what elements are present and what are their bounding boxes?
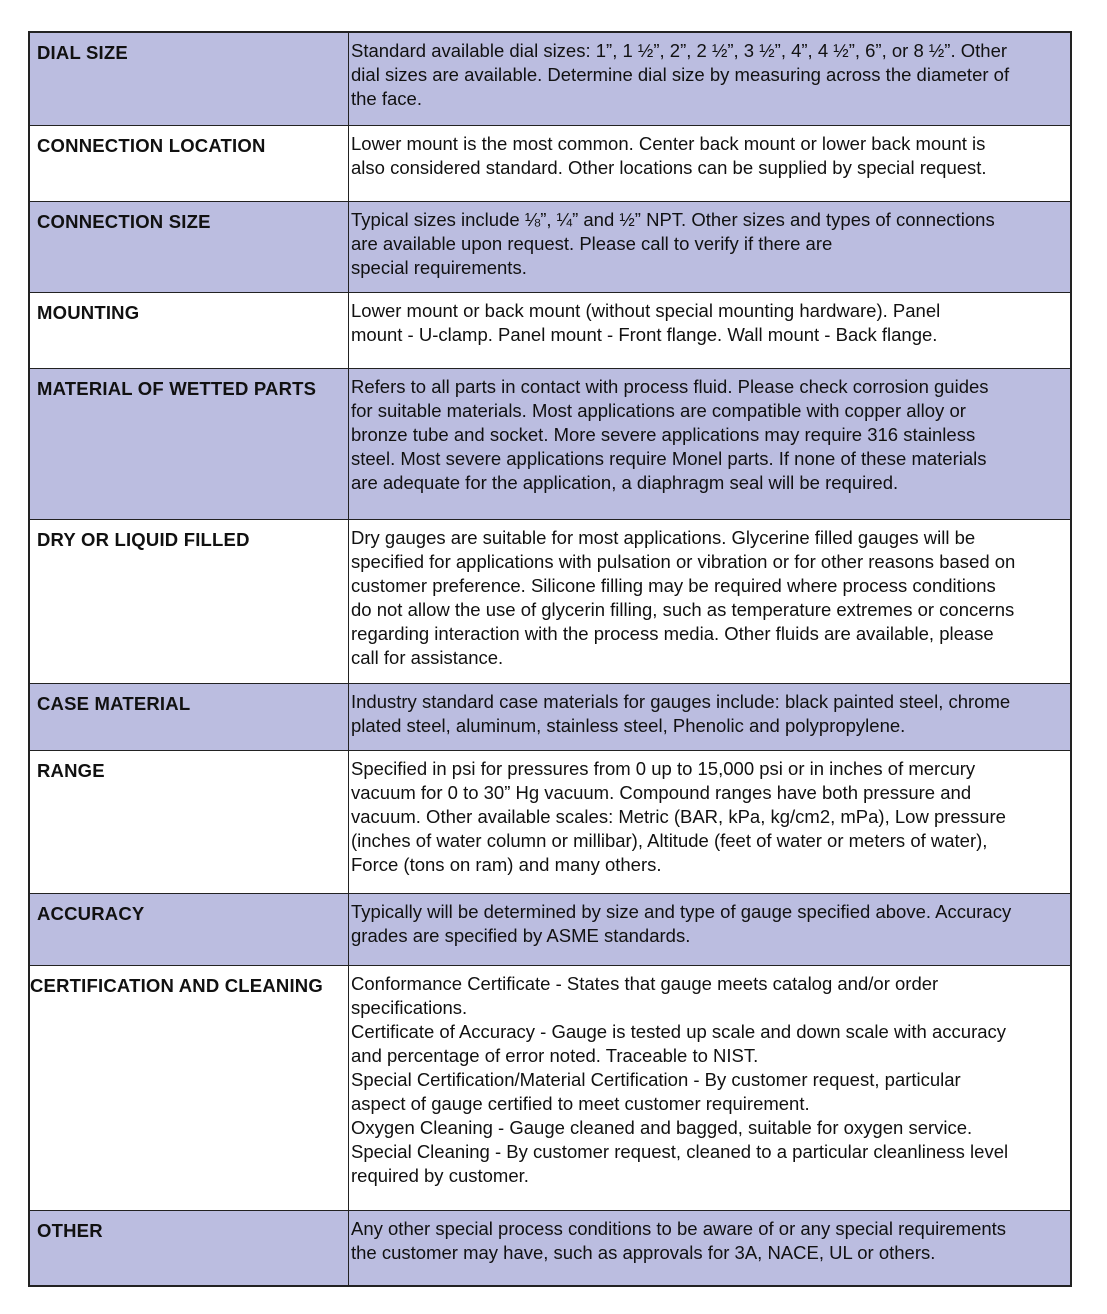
spec-row-dial-size: [29, 32, 1071, 125]
spec-description-cell: [349, 32, 1072, 125]
spec-description-line: Specified in psi for pressures from 0 up to 15,000 psi or in inches of mercury: [351, 757, 976, 779]
spec-description-cell: [349, 893, 1072, 965]
spec-description: [349, 966, 1070, 1188]
spec-description-line: Lower mount is the most common. Center back mount or lower back mount is: [351, 132, 986, 154]
spec-description-line: Special Certification/Material Certification - By customer request, particular: [351, 1068, 961, 1090]
spec-description: [349, 126, 1070, 180]
spec-label: MATERIAL OF WETTED PARTS: [37, 377, 317, 399]
spec-description-line: the face.: [351, 88, 422, 109]
spec-description: [349, 33, 1070, 111]
spec-description-line: do not allow the use of glycerin filling, such as temperature extremes or concerns: [351, 598, 1015, 620]
spec-row-other: [29, 1210, 1071, 1286]
spec-description-line: Industry standard case materials for gauges include: black painted steel, chrome: [351, 690, 1011, 712]
spec-description-line: Any other special process conditions to be aware of or any special requirements: [351, 1217, 1007, 1239]
spec-description-cell: [349, 683, 1072, 750]
spec-description-line: dial sizes are available. Determine dial size by measuring across the diameter of: [351, 64, 1010, 85]
spec-label-cell: [29, 125, 349, 201]
spec-description-line: required by customer.: [351, 1164, 529, 1186]
spec-label-cell: [29, 368, 349, 519]
spec-description-line: and percentage of error noted. Traceable to NIST.: [351, 1044, 759, 1066]
spec-label: RANGE: [37, 759, 105, 781]
spec-description-cell: [349, 750, 1072, 893]
spec-description-cell: [349, 519, 1072, 683]
spec-description-line: Refers to all parts in contact with process fluid. Please check corrosion guides: [351, 375, 989, 397]
spec-description-line: Typically will be determined by size and type of gauge specified above. Accuracy: [351, 900, 1012, 922]
spec-description-cell: [349, 201, 1072, 292]
spec-label: CONNECTION SIZE: [37, 210, 211, 232]
spec-label-cell: [29, 750, 349, 893]
spec-row-case-material: [29, 683, 1071, 750]
spec-description-line: steel. Most severe applications require Monel parts. If none of these materials: [351, 447, 987, 469]
spec-description-line: are adequate for the application, a diaphragm seal will be required.: [351, 471, 899, 493]
spec-label: DRY OR LIQUID FILLED: [37, 528, 250, 550]
spec-description: [349, 684, 1070, 738]
spec-label-cell: [29, 965, 349, 1210]
spec-description-line: (inches of water column or millibar), Altitude (feet of water or meters of water),: [351, 829, 988, 851]
spec-description-line: mount - U-clamp. Panel mount - Front flange. Wall mount - Back flange.: [351, 323, 938, 345]
spec-label-cell: [29, 519, 349, 683]
spec-description-line: are available upon request. Please call to verify if there are: [351, 232, 833, 254]
spec-description: [349, 293, 1070, 347]
spec-description-line: Lower mount or back mount (without special mounting hardware). Panel: [351, 299, 941, 321]
spec-description: [349, 520, 1070, 670]
spec-description: [349, 894, 1070, 948]
spec-description-line: the customer may have, such as approvals for 3A, NACE, UL or others.: [351, 1241, 936, 1263]
spec-description-cell: [349, 125, 1072, 201]
spec-label: CASE MATERIAL: [37, 692, 191, 714]
spec-row-range: [29, 750, 1071, 893]
spec-description-line: Force (tons on ram) and many others.: [351, 853, 662, 875]
spec-description-line: aspect of gauge certified to meet customer requirement.: [351, 1092, 810, 1114]
spec-description-line: Dry gauges are suitable for most applications. Glycerine filled gauges will be: [351, 526, 976, 548]
spec-label: OTHER: [37, 1219, 103, 1241]
spec-description-line: customer preference. Silicone filling may be required where process conditions: [351, 574, 996, 596]
spec-row-accuracy: [29, 893, 1071, 965]
spec-description-line: special requirements.: [351, 256, 527, 278]
spec-label: CONNECTION LOCATION: [37, 134, 266, 156]
spec-label-cell: [29, 893, 349, 965]
spec-description-line: call for assistance.: [351, 646, 504, 668]
spec-description: [349, 369, 1070, 495]
spec-description-cell: [349, 368, 1072, 519]
spec-description: [349, 751, 1070, 877]
spec-label: MOUNTING: [37, 301, 140, 323]
gauge-specification-table: [28, 31, 1072, 1287]
spec-label-cell: [29, 201, 349, 292]
spec-description-line: vacuum. Other available scales: Metric (BAR, kPa, kg/cm2, mPa), Low pressure: [351, 805, 1006, 827]
spec-label-cell: [29, 32, 349, 125]
spec-description-line: vacuum for 0 to 30” Hg vacuum. Compound ranges have both pressure and: [351, 781, 972, 803]
spec-description-line: plated steel, aluminum, stainless steel, Phenolic and polypropylene.: [351, 714, 906, 736]
spec-label: ACCURACY: [37, 902, 145, 924]
spec-description: [349, 1211, 1070, 1265]
spec-label-cell: [29, 292, 349, 368]
spec-description-line: specifications.: [351, 996, 468, 1018]
spec-description-line: bronze tube and socket. More severe applications may require 316 stainless: [351, 423, 976, 445]
spec-description-line: Typical sizes include ⅛”, ¼” and ½” NPT. Other sizes and types of connections: [351, 208, 995, 230]
spec-description-line: regarding interaction with the process media. Other fluids are available, please: [351, 622, 994, 644]
spec-row-mounting: [29, 292, 1071, 368]
spec-description-cell: [349, 292, 1072, 368]
spec-row-connection-size: [29, 201, 1071, 292]
spec-description-line: Standard available dial sizes: 1”, 1 ½”, 2”, 2 ½”, 3 ½”, 4”, 4 ½”, 6”, or 8 ½”. Other: [351, 40, 1008, 61]
spec-description-line: specified for applications with pulsation or vibration or for other reasons based on: [351, 550, 1016, 572]
spec-description-line: Conformance Certificate - States that gauge meets catalog and/or order: [351, 972, 939, 994]
spec-description-line: for suitable materials. Most applications are compatible with copper alloy or: [351, 399, 966, 421]
spec-description-line: grades are specified by ASME standards.: [351, 924, 691, 946]
spec-row-connection-location: [29, 125, 1071, 201]
spec-label-cell: [29, 683, 349, 750]
spec-row-material-of-wetted-parts: [29, 368, 1071, 519]
spec-label-cell: [29, 1210, 349, 1286]
spec-description-cell: [349, 1210, 1072, 1286]
spec-description-cell: [349, 965, 1072, 1210]
spec-label: CERTIFICATION AND CLEANING: [30, 974, 323, 996]
spec-description-line: Certificate of Accuracy - Gauge is tested up scale and down scale with accuracy: [351, 1020, 1007, 1042]
spec-row-certification-and-cleaning: [29, 965, 1071, 1210]
spec-row-dry-or-liquid-filled: [29, 519, 1071, 683]
spec-description-line: Special Cleaning - By customer request, cleaned to a particular cleanliness level: [351, 1140, 1009, 1162]
spec-label: DIAL SIZE: [37, 42, 128, 63]
spec-description-line: Oxygen Cleaning - Gauge cleaned and bagged, suitable for oxygen service.: [351, 1116, 973, 1138]
spec-description: [349, 202, 1070, 280]
spec-table-body: [29, 32, 1071, 1286]
spec-description-line: also considered standard. Other locations can be supplied by special request.: [351, 156, 987, 178]
